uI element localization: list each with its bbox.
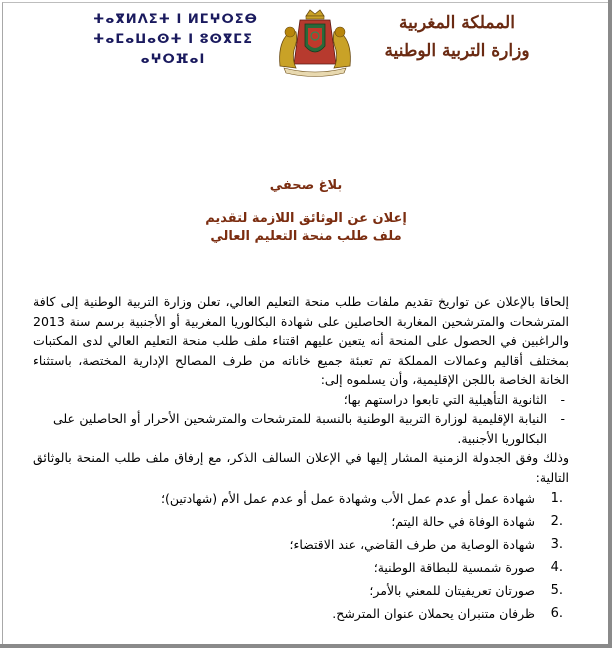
announcement-title-line-2: ملف طلب منحة التعليم العالي [210, 229, 402, 244]
tifinagh-line-3: ⴰⵖⵔⴼⴰⵏ [140, 52, 206, 67]
tifinagh-line-2: ⵜⴰⵎⴰⵡⴰⵙⵜ ⵏ ⵓⵙⴳⵎⵉ [93, 32, 254, 47]
coat-of-arms-icon [270, 6, 360, 78]
list-item-text: صورتان تعريفيتان للمعني بالأمر؛ [369, 583, 535, 598]
dash-bullet: - [560, 391, 565, 407]
announcement-title-line-1: إعلان عن الوثائق اللازمة لتقديم [205, 211, 407, 226]
dash-bullet: - [560, 411, 565, 426]
list-item [33, 579, 569, 602]
list-item-text: الثانوية التأهيلية التي تابعوا دراستهم بها؛ [343, 391, 547, 407]
list-item-text: شهادة الوفاة في حالة اليتم؛ [391, 514, 535, 529]
list-item [33, 533, 569, 556]
list-item [33, 409, 569, 448]
page-shadow-bottom [0, 644, 612, 648]
list-item-text: النيابة الإقليمية لوزارة التربية الوطنية بالنسبة للمترشحات والمترشحين الأحرار أو الحاصلين على البكالوريا الأجنبية. [53, 411, 547, 446]
list-item-text: شهادة الوصاية من طرف القاضي، عند الاقتضاء؛ [289, 537, 535, 552]
list-item [33, 487, 569, 510]
required-documents-list [33, 487, 569, 625]
item-number: 4. [550, 560, 563, 575]
list-item-text: صورة شمسية للبطاقة الوطنية؛ [373, 560, 535, 575]
item-number: 3. [550, 537, 563, 552]
list-item [33, 510, 569, 533]
list-item-text: شهادة عمل أو عدم عمل الأب وشهادة عمل أو عدم عمل الأم (شهادتين)؛ [161, 491, 535, 506]
list-item-text: ظرفان متنبران يحملان عنوان المترشح. [332, 606, 535, 621]
submission-places-list [33, 390, 569, 449]
document-body [33, 292, 569, 625]
item-number: 6. [550, 606, 563, 621]
ministry-name: وزارة التربية الوطنية [384, 41, 530, 61]
item-number: 5. [550, 583, 563, 598]
kingdom-name: المملكة المغربية [399, 13, 515, 33]
tifinagh-header [93, 10, 258, 70]
list-item [33, 556, 569, 579]
item-number: 1. [550, 491, 563, 506]
list-item [33, 390, 569, 410]
page-shadow-right [608, 0, 612, 648]
list-item [33, 602, 569, 625]
item-number: 2. [550, 514, 563, 529]
tifinagh-line-1: ⵜⴰⴳⵍⴷⵉⵜ ⵏ ⵍⵎⵖⵔⵉⴱ [93, 12, 258, 27]
press-release-title: بلاغ صحفي [269, 178, 343, 193]
announcement-title [0, 210, 612, 246]
ministry-header [357, 10, 557, 66]
documents-intro: وذلك وفق الجدولة الزمنية المشار إليها في الإعلان السالف الذكر، مع إرفاق ملف طلب المنحة بالوثائق التالية: [33, 450, 569, 485]
intro-paragraph: إلحاقا بالإعلان عن تواريخ تقديم ملفات طلب منحة التعليم العالي، تعلن وزارة التربية الوطنية إلى كافة المترشحات والمترشحين المغاربة الحاصلين على شهادة البكالوريا المغربية أو الأجنبية برسم سنة 2013 والراغبين في الحصول على المنحة أنه يتعين عليهم اقتناء ملف طلب منحة التعليم العالي لدى المكتبات بمختلف أقاليم وعمالات المملكة تم تعبئة جميع خاناته من طرف المصالح الإدارية المختصة، باستثناء الخانة الخاصة باللجن الإقليمية، وأن يسلموه إلى: [33, 294, 569, 387]
